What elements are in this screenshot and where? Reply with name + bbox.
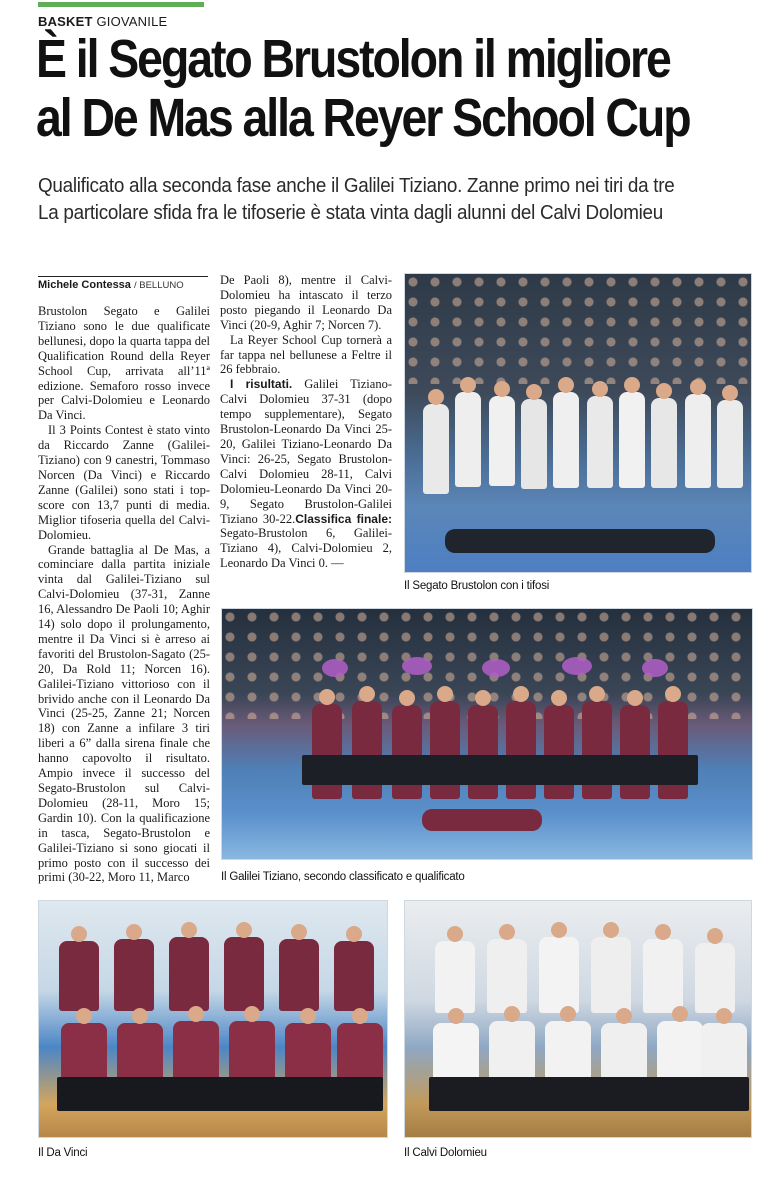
crowd-graphic	[405, 274, 751, 384]
byline	[38, 276, 208, 291]
player-figure	[337, 1023, 383, 1085]
player-figure	[487, 939, 527, 1013]
headline-line-1: È il Segato Brustolon il migliore	[36, 29, 670, 89]
player-figure	[114, 939, 154, 1011]
player-figure	[61, 1023, 107, 1085]
byline-author: Michele Contessa	[38, 279, 131, 291]
player-figure	[619, 392, 645, 488]
article-paragraph: Brustolon Segato e Galilei Tiziano sono le due qualificate bellunesi, dopo la quarta tappa del Qualification Round della Reyer School Cup, arrivata all’11ª edizione. Semaforo rosso invece per Calvi-Dolomieu e Leonardo Da Vinci.	[38, 304, 210, 423]
results-text: Galilei Tiziano-Calvi Dolomieu 37-31 (dopo tempo supplementare), Segato Brustolon-Leonardo Da Vinci 25-20, Galilei Tiziano-Leonardo Da Vinci: 26-25, Segato Brustolon-Calvi Dolomieu 28-11, Calvi Dolomieu-Leonardo Da Vinci 20-9, Segato Brustolon-Galilei Tiziano 30-22.	[220, 377, 392, 526]
article-paragraph: Il 3 Points Contest è stato vinto da Riccardo Zanne (Galilei-Tiziano) con 9 canestri, Tommaso Norcen (Da Vinci) e Riccardo Zanne (Galilei) sono stati i top-score con 13,7 punti di media. Miglior tifoseria quella del Calvi-Dolomieu.	[38, 423, 210, 542]
player-figure	[685, 394, 711, 488]
standings-label: Classifica finale:	[295, 511, 392, 526]
player-figure	[521, 399, 547, 489]
section-tag-secondary: GIOVANILE	[96, 14, 168, 29]
subhead-line-2: La particolare sfida fra le tifoserie è stata vinta dagli alunni del Calvi Dolomieu	[38, 201, 663, 224]
lying-player	[422, 809, 542, 831]
photo-caption-1: Il Segato Brustolon con i tifosi	[404, 580, 550, 592]
seated-players	[445, 529, 715, 553]
player-figure	[591, 937, 631, 1013]
player-figure	[433, 1023, 479, 1085]
section-accent-rule	[38, 2, 204, 7]
subhead-line-1: Qualificato alla seconda fase anche il Galilei Tiziano. Zanne primo nei tiri da tre	[38, 174, 675, 197]
player-figure	[651, 398, 677, 488]
player-figure	[173, 1021, 219, 1085]
pompom-graphic	[402, 657, 432, 675]
player-figure	[601, 1023, 647, 1085]
player-figure	[435, 941, 475, 1013]
player-figure	[587, 396, 613, 488]
photo-segato-brustolon	[404, 273, 752, 573]
shorts-band	[302, 755, 698, 785]
standings-text: Segato-Brustolon 6, Galilei-Tiziano 4), Calvi-Dolomieu 2, Leonardo Da Vinci 0. —	[220, 526, 392, 571]
byline-place: / BELLUNO	[133, 280, 184, 291]
pompom-graphic	[322, 659, 348, 677]
article-column-2	[220, 273, 392, 571]
shorts-band	[57, 1077, 383, 1111]
player-figure	[59, 941, 99, 1011]
subheadline	[38, 172, 700, 226]
photo-caption-4: Il Calvi Dolomieu	[404, 1147, 487, 1159]
section-tag	[38, 14, 167, 29]
player-figure	[285, 1023, 331, 1085]
player-figure	[334, 941, 374, 1011]
pompom-graphic	[482, 659, 510, 677]
article-column-1	[38, 304, 210, 885]
photo-da-vinci	[38, 900, 388, 1138]
player-figure	[489, 396, 515, 486]
player-figure	[224, 937, 264, 1011]
player-figure	[539, 937, 579, 1013]
player-figure	[455, 392, 481, 487]
player-figure	[701, 1023, 747, 1085]
player-figure	[117, 1023, 163, 1085]
player-figure	[695, 943, 735, 1013]
player-figure	[169, 937, 209, 1011]
player-figure	[489, 1021, 535, 1085]
player-figure	[717, 400, 743, 488]
player-figure	[229, 1021, 275, 1085]
player-figure	[279, 939, 319, 1011]
player-figure	[553, 392, 579, 488]
results-label: I risultati.	[230, 377, 293, 392]
shorts-band	[429, 1077, 749, 1111]
photo-caption-2: Il Galilei Tiziano, secondo classificato e qualificato	[221, 871, 465, 883]
article-paragraph: De Paoli 8), mentre il Calvi-Dolomieu ha intascato il terzo posto piegando il Leonardo Da Vinci (20-9, Aghir 7; Norcen 7).	[220, 273, 392, 332]
headline-line-2: al De Mas alla Reyer School Cup	[36, 88, 690, 148]
player-figure	[545, 1021, 591, 1085]
results-paragraph	[220, 377, 392, 571]
pompom-graphic	[562, 657, 592, 675]
article-paragraph: Grande battaglia al De Mas, a cominciare dalla partita iniziale vinta dal Galilei-Tiziano sul Calvi-Dolomieu (37-31, Zanne 16, Alessandro De Paoli 10; Aghir 14) solo dopo il prolungamento, mentre il Da Vinci si è arreso ai favoriti del Brustolon-Sagato (25-20, Da Rold 11; Norcen 16). Galilei-Tiziano vittorioso con il brivido anche con il Leonardo Da Vinci (25-25, Zanne 21; Norcen 18) con Zanne a infilare 3 tiri liberi a 6” dalla sirena finale che hanno capovolto il risultato. Ampio invece il successo del Segato-Brustolon sul Calvi-Dolomieu (28-11, Moro 15; Gardin 10). Con la qualificazione in tasca, Segato-Brustolon e Galilei-Tiziano si sono giocati il primo posto con il successo dei primi (30-22, Moro 11, Marco	[38, 542, 210, 885]
player-figure	[657, 1021, 703, 1085]
article-paragraph: La Reyer School Cup tornerà a far tappa nel bellunese a Feltre il 26 febbraio.	[220, 332, 392, 377]
player-figure	[423, 404, 449, 494]
photo-galilei-tiziano	[221, 608, 753, 860]
section-tag-primary: BASKET	[38, 14, 93, 29]
headline	[36, 29, 690, 148]
photo-calvi-dolomieu	[404, 900, 752, 1138]
player-figure	[643, 939, 683, 1013]
pompom-graphic	[642, 659, 668, 677]
photo-caption-3: Il Da Vinci	[38, 1147, 88, 1159]
